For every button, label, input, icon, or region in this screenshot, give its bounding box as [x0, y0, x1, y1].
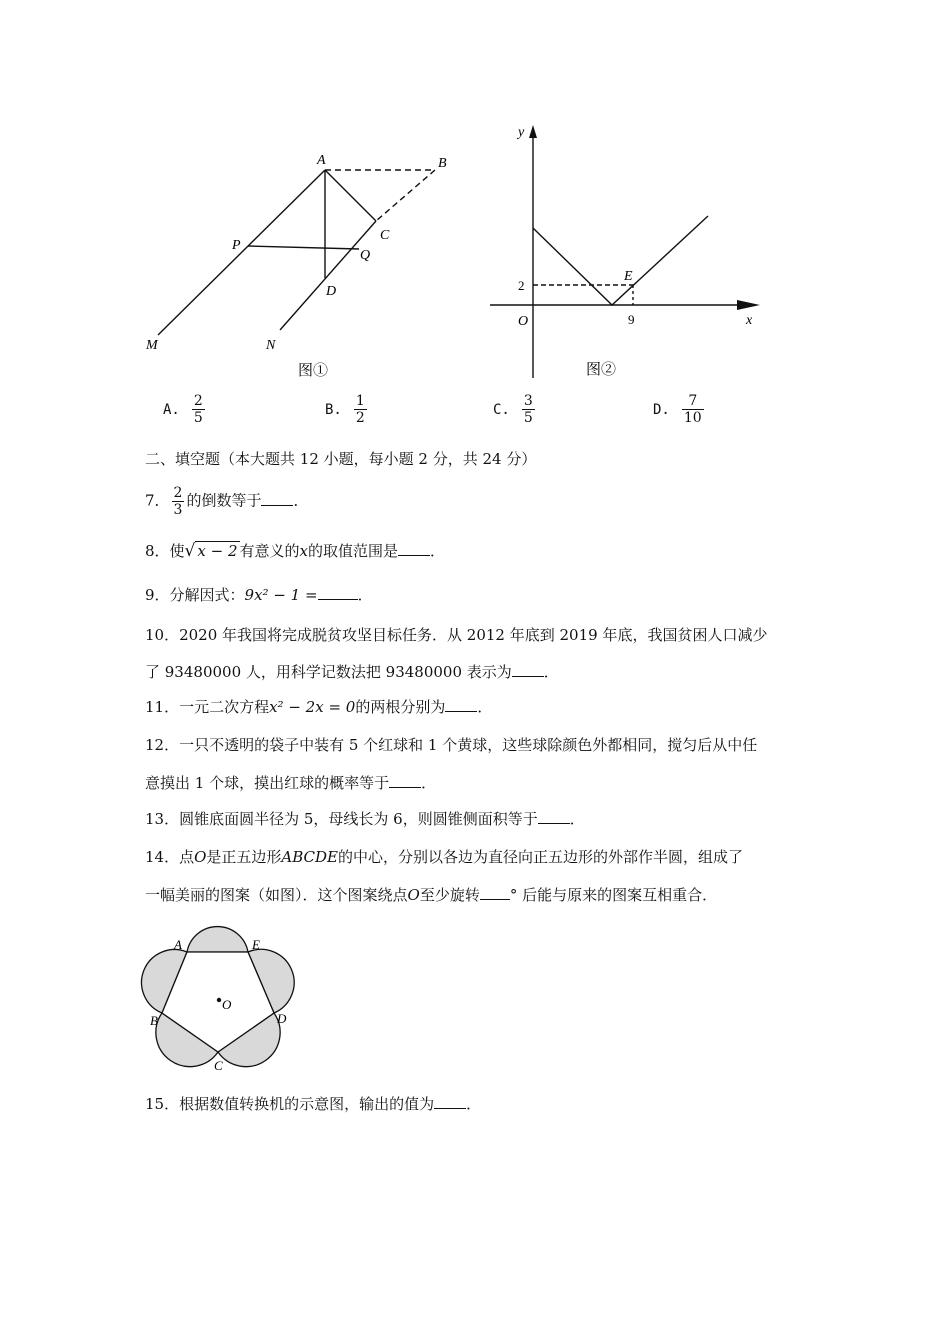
question-13: 13．圆锥底面圆半径为 5，母线长为 6，则圆锥侧面积等于 ． [145, 810, 585, 828]
question-8: 8．使√ x − 2 有意义的x的取值范围是 ． [145, 541, 446, 561]
axis-y-label: y [518, 125, 525, 140]
label-o: O [222, 997, 232, 1012]
figure-3-pentagon [140, 925, 310, 1075]
label-n: N [266, 338, 276, 353]
label-c: C [380, 228, 390, 243]
label-b: B [438, 156, 447, 171]
center-dot [217, 998, 221, 1002]
caption-2: 图② [586, 362, 617, 378]
line-bc [376, 170, 435, 221]
graph-line [533, 216, 708, 305]
x-arrow [737, 300, 760, 310]
question-11: 11．一元二次方程x² − 2x = 0的两根分别为 ． [145, 698, 493, 716]
answer-blank-12[interactable] [389, 773, 421, 788]
label-e: E [252, 937, 260, 952]
answer-blank-7[interactable] [261, 491, 293, 506]
label-b: B [150, 1013, 158, 1028]
question-9: 9．分解因式：9x² − 1 = ． [145, 586, 373, 604]
point-e-label: E [624, 269, 633, 284]
line-pq [248, 246, 359, 249]
sqrt-icon: √ [184, 541, 196, 561]
question-14-line-1: 14．点O是正五边形ABCDE的中心，分别以各边为直径向正五边形的外部作半圆，组成了 [145, 848, 744, 866]
option-a[interactable]: A. $\frac{2}{5}$ [163, 393, 203, 426]
label-a: A [317, 153, 326, 168]
label-d: D [326, 284, 337, 299]
label-q: Q [360, 248, 371, 263]
question-14-line-2: 一幅美丽的图案（如图）．这个图案绕点O至少旋转 ° 后能与原来的图案互相重合． [145, 886, 718, 904]
answer-blank-14[interactable] [480, 885, 510, 900]
tick-y-label: 2 [518, 278, 525, 293]
label-a: A [174, 937, 182, 952]
semicircle-ae [187, 927, 248, 952]
question-10-line-1: 10．2020 年我国将完成脱贫攻坚目标任务．从 2012 年底到 2019 年底，我国贫困人口减少 [145, 626, 768, 644]
label-p: P [232, 238, 241, 253]
answer-blank-10[interactable] [512, 662, 544, 677]
option-d[interactable]: D. $\frac{7}{10}$ [653, 393, 702, 426]
line-am [158, 170, 325, 335]
line-cn [280, 221, 376, 330]
figure-2-graph [480, 120, 770, 385]
tick-x-label: 9 [628, 312, 635, 327]
figure-1-geometry [140, 145, 470, 385]
line-ac [325, 170, 376, 221]
label-m: M [146, 338, 158, 353]
answer-blank-8[interactable] [398, 541, 430, 556]
label-d: D [277, 1011, 287, 1026]
label-c: C [214, 1058, 223, 1073]
caption-1: 图① [298, 363, 329, 379]
answer-blank-9[interactable] [318, 585, 358, 600]
axis-x-label: x [746, 313, 753, 328]
option-b[interactable]: B. $\frac{1}{2}$ [325, 393, 365, 426]
question-12-line-2: 意摸出 1 个球，摸出红球的概率等于 ． [145, 774, 437, 792]
section-header: 二、填空题（本大题共 12 小题，每小题 2 分，共 24 分） [145, 450, 537, 468]
answer-blank-11[interactable] [445, 697, 477, 712]
answer-blank-15[interactable] [434, 1094, 466, 1109]
option-c[interactable]: C. $\frac{3}{5}$ [493, 393, 533, 426]
question-15: 15．根据数值转换机的示意图，输出的值为 ． [145, 1095, 482, 1113]
question-12-line-1: 12．一只不透明的袋子中装有 5 个红球和 1 个黄球，这些球除颜色外都相同，搅匀后从中任 [145, 736, 758, 754]
origin-label: O [518, 314, 529, 329]
y-arrow [529, 125, 537, 138]
question-7: 7． $\frac{2}{3}$ 的倒数等于 ． [145, 485, 309, 518]
answer-blank-13[interactable] [538, 809, 570, 824]
question-10-line-2: 了 93480000 人，用科学记数法把 93480000 表示为 ． [145, 663, 559, 681]
